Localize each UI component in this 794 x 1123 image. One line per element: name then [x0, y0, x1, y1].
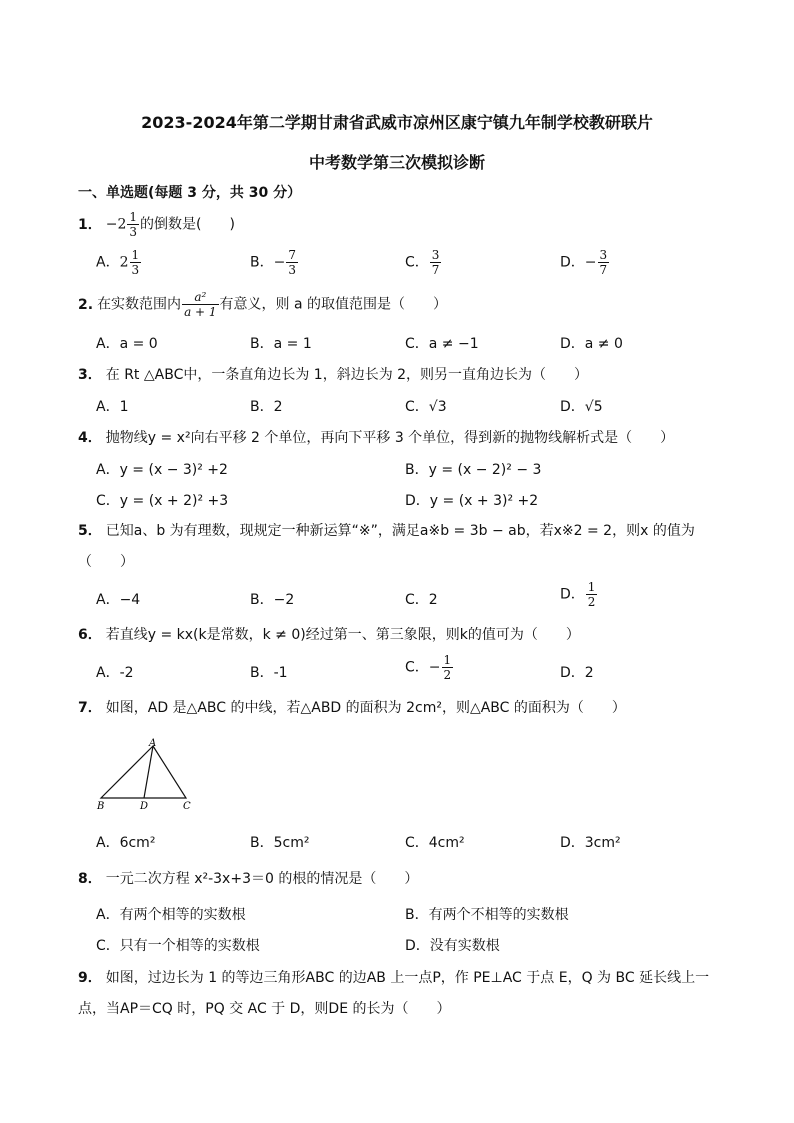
q2-option-a: A．a = 0 — [96, 336, 158, 352]
question-number: 8． — [78, 871, 102, 887]
question-3 — [78, 364, 588, 384]
question-number: 7． — [78, 700, 102, 716]
question-5 — [78, 520, 695, 540]
numerator: a² — [182, 290, 218, 305]
question-number: 5． — [78, 523, 102, 539]
q1-option-d — [560, 248, 610, 277]
q3-option-c: C．√3 — [405, 399, 447, 415]
q2-text-post: 有意义，则 a 的取值范围是（ ） — [219, 296, 448, 313]
denominator: 3 — [288, 263, 296, 277]
q1-whole: −2 — [105, 216, 127, 233]
denominator: a + 1 — [184, 305, 217, 319]
option-fraction — [442, 653, 454, 682]
denominator: 7 — [431, 263, 440, 277]
numerator: 3 — [599, 248, 608, 262]
option-fraction — [430, 248, 442, 277]
numerator: 1 — [587, 580, 596, 594]
q4-option-c: C．y = (x + 2)² +3 — [96, 493, 229, 509]
denominator: 3 — [129, 225, 138, 239]
option-label: B． — [250, 254, 274, 271]
numerator: 1 — [131, 248, 140, 262]
option-whole: 2 — [119, 254, 129, 271]
q1-option-a — [96, 248, 142, 277]
q4-option-b: B．y = (x − 2)² − 3 — [405, 462, 542, 478]
vertex-label-a: A — [149, 738, 157, 749]
question-number: 2. — [78, 296, 94, 313]
numerator: 1 — [443, 653, 452, 667]
question-6 — [78, 624, 580, 644]
denominator: 2 — [443, 668, 452, 682]
option-fraction — [586, 580, 598, 609]
q2-text-pre: 在实数范围内 — [97, 296, 182, 313]
vertex-label-b: B — [97, 801, 105, 812]
q2-fraction — [182, 290, 218, 319]
option-label: A． — [96, 254, 120, 271]
option-label: C． — [405, 254, 429, 271]
question-1 — [78, 210, 235, 239]
q9-continuation: 点，当AP＝CQ 时，PQ 交 AC 于 D，则DE 的长为（ ） — [78, 1001, 451, 1017]
question-number: 3． — [78, 367, 102, 383]
q6-text: 若直线y = kx(k是常数，k ≠ 0)经过第一、第三象限，则k的值可为（ ） — [105, 627, 580, 643]
q5-option-c: C．2 — [405, 592, 438, 608]
option-sign: − — [428, 659, 441, 676]
q5-continuation: （ ） — [78, 554, 134, 570]
option-label: D． — [560, 586, 585, 603]
q2-option-d: D．a ≠ 0 — [560, 336, 623, 352]
q8-option-b: B．有两个不相等的实数根 — [405, 907, 569, 923]
q7-text: 如图，AD 是△ABC 的中线，若△ABD 的面积为 2cm²，则△ABC 的面积为（ ） — [105, 700, 626, 716]
q6-option-d: D．2 — [560, 665, 594, 681]
q8-option-d: D．没有实数根 — [405, 938, 500, 954]
q6-option-b: B．-1 — [250, 665, 288, 681]
option-sign: − — [584, 254, 597, 271]
question-8 — [78, 868, 418, 888]
section-heading: 一、单选题(每题 3 分，共 30 分） — [78, 185, 302, 201]
triangle-figure — [96, 738, 206, 812]
question-number: 4． — [78, 430, 102, 446]
q8-option-c: C．只有一个相等的实数根 — [96, 938, 260, 954]
triangle-abc — [101, 746, 186, 798]
q5-option-d — [560, 580, 598, 609]
numerator: 3 — [431, 248, 440, 262]
q5-option-a: A．−4 — [96, 592, 141, 608]
question-4 — [78, 427, 674, 447]
denominator: 2 — [587, 595, 596, 609]
denominator: 7 — [599, 263, 608, 277]
document-subtitle: 中考数学第三次模拟诊断 — [308, 153, 485, 172]
option-fraction — [598, 248, 610, 277]
numerator: 7 — [288, 248, 296, 262]
point-label-d: D — [140, 801, 149, 812]
q6-option-a: A．-2 — [96, 665, 134, 681]
question-9 — [78, 967, 709, 987]
q6-option-c — [405, 653, 454, 682]
q7-option-a: A．6cm² — [96, 835, 156, 851]
question-2 — [78, 290, 447, 319]
question-7 — [78, 697, 626, 717]
q1-option-b — [250, 248, 299, 277]
q4-option-a: A．y = (x − 3)² +2 — [96, 462, 228, 478]
q2-option-c: C．a ≠ −1 — [405, 336, 479, 352]
option-fraction — [130, 248, 142, 277]
q3-option-b: B．2 — [250, 399, 283, 415]
q7-option-c: C．4cm² — [405, 835, 465, 851]
denominator: 3 — [131, 263, 140, 277]
question-number: 1． — [78, 216, 102, 233]
numerator: 1 — [129, 210, 138, 224]
question-number: 6． — [78, 627, 102, 643]
q8-option-a: A．有两个相等的实数根 — [96, 907, 246, 923]
q3-text: 在 Rt △ABC中，一条直角边长为 1，斜边长为 2，则另一直角边长为（ ） — [105, 367, 589, 383]
q7-option-d: D．3cm² — [560, 835, 621, 851]
q3-option-d: D．√5 — [560, 399, 603, 415]
option-label: C． — [405, 659, 429, 676]
q8-text: 一元二次方程 x²-3x+3＝0 的根的情况是（ ） — [105, 871, 419, 887]
q2-option-b: B．a = 1 — [250, 336, 312, 352]
option-sign: − — [273, 254, 286, 271]
option-fraction — [286, 248, 298, 277]
q7-option-b: B．5cm² — [250, 835, 310, 851]
vertex-label-c: C — [183, 801, 191, 812]
q1-option-c — [405, 248, 442, 277]
q9-text: 如图，过边长为 1 的等边三角形ABC 的边AB 上一点P，作 PE⊥AC 于点 E，Q 为 BC 延长线上一 — [105, 970, 710, 986]
q4-text: 抛物线y = x²向右平移 2 个单位，再向下平移 3 个单位，得到新的抛物线解析式是（ ） — [105, 430, 675, 446]
q4-option-d: D．y = (x + 3)² +2 — [405, 493, 539, 509]
q5-option-b: B．−2 — [250, 592, 295, 608]
q5-text: 已知a、b 为有理数，现规定一种新运算“※”，满足a※b = 3b − ab，若x※2 = 2，则x 的值为 — [105, 523, 695, 539]
q3-option-a: A．1 — [96, 399, 129, 415]
option-label: D． — [560, 254, 585, 271]
question-number: 9． — [78, 970, 102, 986]
document-title: 2023-2024年第二学期甘肃省武威市凉州区康宁镇九年制学校教研联片 — [141, 113, 653, 132]
q1-text: 的倒数是( ) — [140, 216, 235, 233]
q1-fraction — [127, 210, 139, 239]
